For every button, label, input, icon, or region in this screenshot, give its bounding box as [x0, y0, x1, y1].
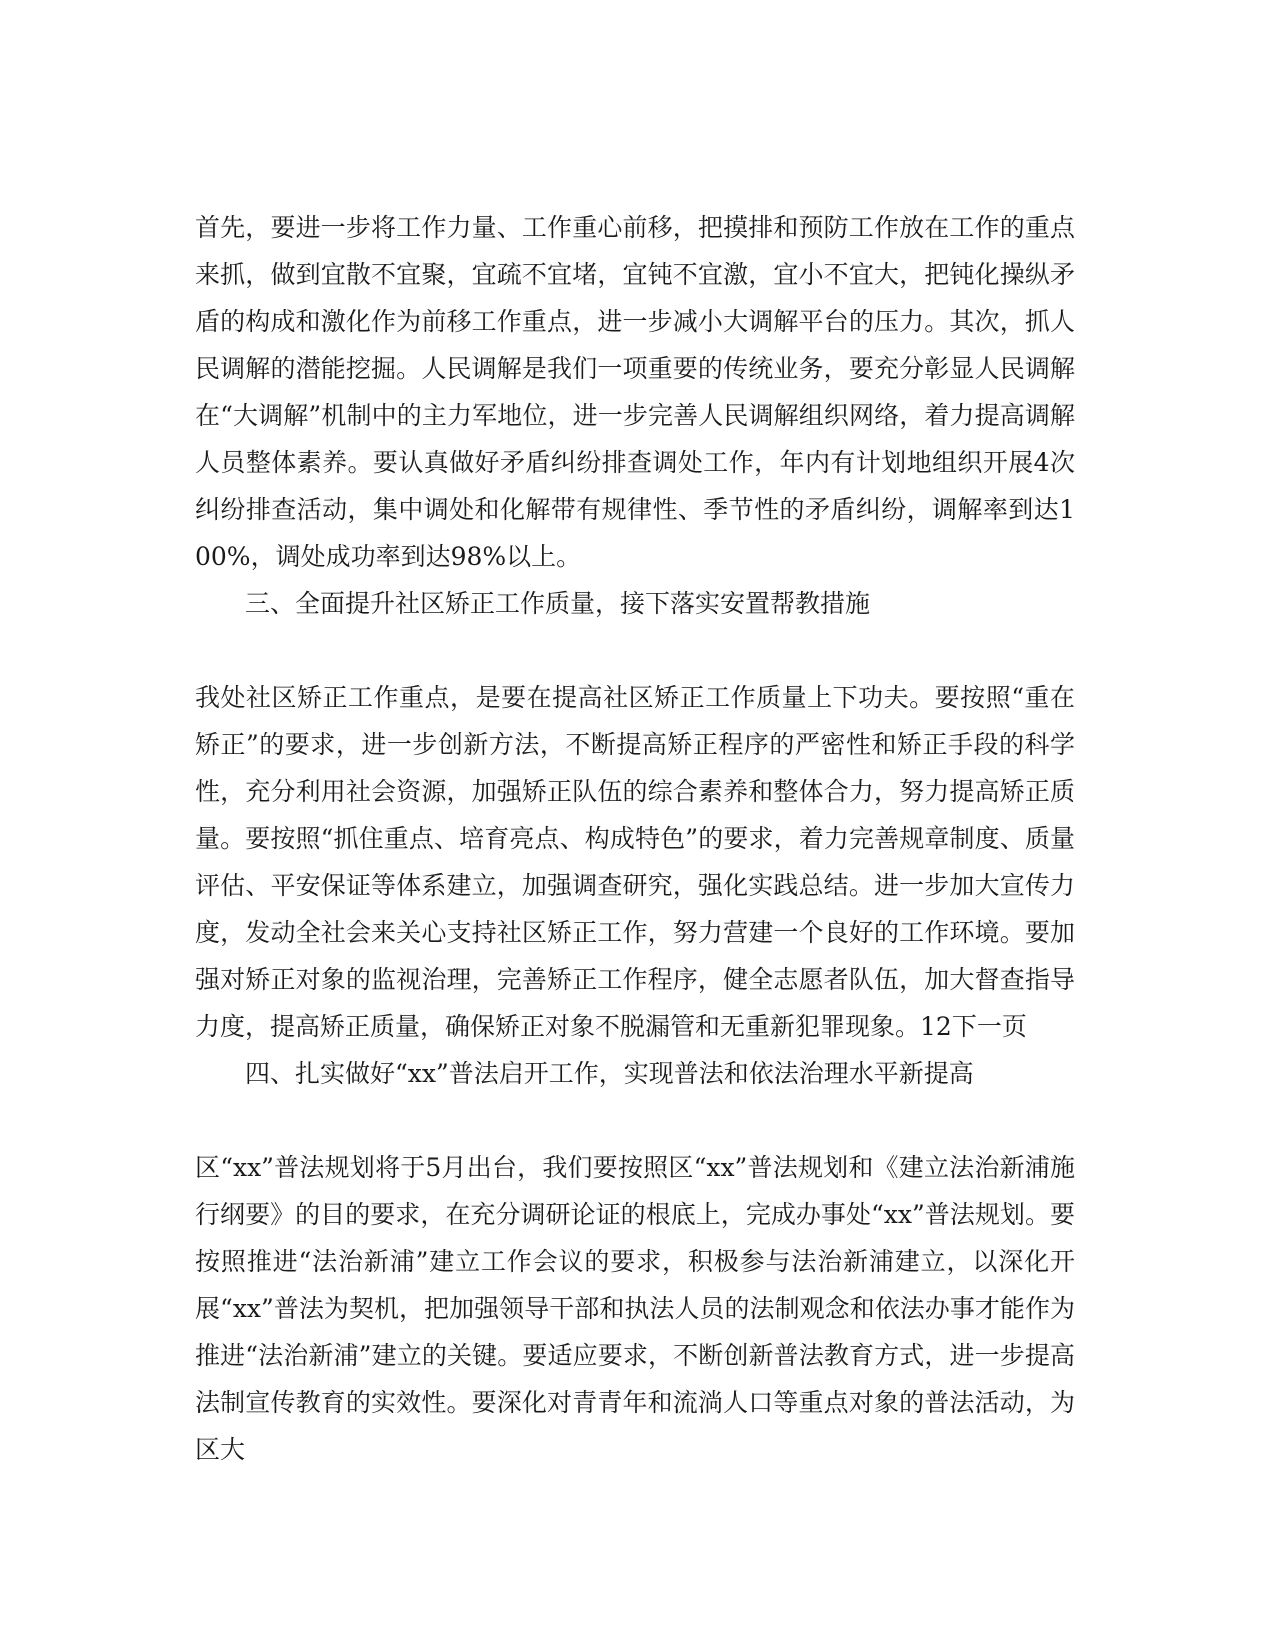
section-heading-legal-education: 四、扎实做好“xx”普法启开工作，实现普法和依法治理水平新提高 — [245, 1059, 974, 1088]
paragraph-gap — [195, 627, 1075, 674]
paragraph-gap — [195, 1097, 1075, 1144]
paragraph-community-correction: 我处社区矫正工作重点，是要在提高社区矫正工作质量上下功夫。要按照“重在矫正”的要求，进一步创新方法，不断提高矫正程序的严密性和矫正手段的科学性，充分利用社会资源，加强矫正队伍的综合素养和整体合力，努力提高矫正质量。要按照“抓住重点、培育亮点、构成特色”的要求，着力完善规章制度、质量评估、平安保证等体系建立，加强调查研究，强化实践总结。进一步加大宣传力度，发动全社会来关心支持社区矫正工作，努力营建一个良好的工作环境。要加强对矫正对象的监视治理，完善矫正工作程序，健全志愿者队伍，加大督查指导力度，提高矫正质量，确保矫正对象不脱漏管和无重新犯罪现象。12下一页 — [195, 683, 1075, 1041]
paragraph-mediation: 首先，要进一步将工作力量、工作重心前移，把摸排和预防工作放在工作的重点来抓，做到宜散不宜聚，宜疏不宜堵，宜钝不宜激，宜小不宜大，把钝化操纵矛盾的构成和激化作为前移工作重点，进一步减小大调解平台的压力。其次，抓人民调解的潜能挖掘。人民调解是我们一项重要的传统业务，要充分彰显人民调解在“大调解”机制中的主力军地位，进一步完善人民调解组织网络，着力提高调解人员整体素养。要认真做好矛盾纠纷排查调处工作，年内有计划地组织开展4次纠纷排查活动，集中调处和化解带有规律性、季节性的矛盾纠纷，调解率到达100%，调处成功率到达98%以上。 — [195, 213, 1075, 571]
paragraph-legal-education: 区“xx”普法规划将于5月出台，我们要按照区“xx”普法规划和《建立法治新浦施行纲要》的目的要求，在充分调研论证的根底上，完成办事处“xx”普法规划。要按照推进“法治新浦”建立工作会议的要求，积极参与法治新浦建立，以深化开展“xx”普法为契机，把加强领导干部和执法人员的法制观念和依法办事才能作为推进“法治新浦”建立的关键。要适应要求，不断创新普法教育方式，进一步提高法制宣传教育的实效性。要深化对青青年和流淌人口等重点对象的普法活动，为区大 — [195, 1153, 1075, 1464]
section-heading-community-correction: 三、全面提升社区矫正工作质量，接下落实安置帮教措施 — [245, 589, 871, 618]
document-body — [195, 204, 1075, 1473]
